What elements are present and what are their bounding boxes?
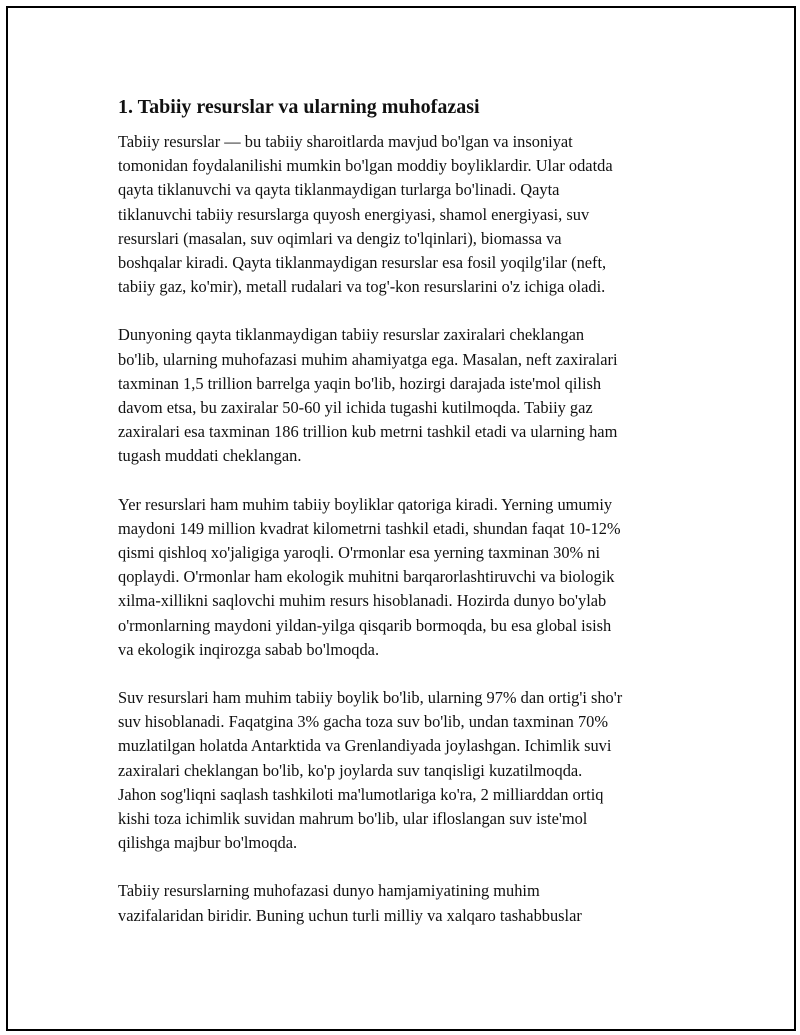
text-line: suv hisoblanadi. Faqatgina 3% gacha toza suv bo'lib, undan taxminan 70% [118,712,609,732]
text-line: Yer resurslari ham muhim tabiiy boyliklar qatoriga kiradi. Yerning umumiy [118,494,613,514]
text-line: davom etsa, bu zaxiralar 50-60 yil ichida tugashi kutilmoqda. Tabiiy gaz [118,398,593,418]
paragraph-5 [118,879,688,927]
text-line: resurslari (masalan, suv oqimlari va dengiz to'lqinlari), biomassa va [118,228,562,248]
text-line: tiklanuvchi tabiiy resurslarga quyosh energiyasi, shamol energiyasi, suv [118,204,590,224]
text-line: tomonidan foydalanilishi mumkin bo'lgan moddiy boyliklardir. Ular odatda [118,156,613,176]
paragraph-3 [118,493,688,662]
text-line: Jahon sog'liqni saqlash tashkiloti ma'lumotlariga ko'ra, 2 milliarddan ortiq [118,784,604,804]
text-line: maydoni 149 million kvadrat kilometrni tashkil etadi, shundan faqat 10-12% [118,518,621,538]
text-line: xilma-xillikni saqlovchi muhim resurs hisoblanadi. Hozirda dunyo bo'ylab [118,591,607,611]
text-line: vazifalaridan biridir. Buning uchun turli milliy va xalqaro tashabbuslar [118,905,582,925]
text-line: qayta tiklanuvchi va qayta tiklanmaydigan turlarga bo'linadi. Qayta [118,180,560,200]
text-line: Suv resurslari ham muhim tabiiy boylik bo'lib, ularning 97% dan ortig'i sho'r [118,688,623,708]
paragraph-1 [118,130,688,299]
text-line: o'rmonlarning maydoni yildan-yilga qisqarib bormoqda, bu esa global isish [118,615,612,635]
text-line: qilishga majbur bo'lmoqda. [118,833,298,853]
text-line: zaxiralari esa taxminan 186 trillion kub metrni tashkil etadi va ularning ham [118,422,618,442]
text-line: Tabiiy resurslarning muhofazasi dunyo hamjamiyatining muhim [118,881,540,901]
text-line: bo'lib, ularning muhofazasi muhim ahamiyatga ega. Masalan, neft zaxiralari [118,349,618,369]
text-line: Dunyoning qayta tiklanmaydigan tabiiy resurslar zaxiralari cheklangan [118,325,585,345]
text-line: boshqalar kiradi. Qayta tiklanmaydigan resurslar esa fosil yoqilg'ilar (neft, [118,253,607,273]
text-line: va ekologik inqirozga sabab bo'lmoqda. [118,639,380,659]
text-line: kishi toza ichimlik suvidan mahrum bo'lib, ular ifloslangan suv iste'mol [118,809,588,829]
text-line: muzlatilgan holatda Antarktida va Grenlandiyada joylashgan. Ichimlik suvi [118,736,612,756]
text-line: qoplaydi. O'rmonlar ham ekologik muhitni barqarorlashtiruvchi va biologik [118,567,615,587]
document-body [118,94,688,952]
text-line: taxminan 1,5 trillion barrelga yaqin bo'lib, hozirgi darajada iste'mol qilish [118,373,602,393]
section-heading: 1. Tabiiy resurslar va ularning muhofazasi [118,96,480,118]
paragraph-4 [118,686,688,855]
text-line: tugash muddati cheklangan. [118,446,302,466]
paragraph-2 [118,323,688,468]
text-line: qismi qishloq xo'jaligiga yaroqli. O'rmonlar esa yerning taxminan 30% ni [118,543,601,563]
text-line: zaxiralari cheklangan bo'lib, ko'p joylarda suv tanqisligi kuzatilmoqda. [118,760,583,780]
text-line: Tabiiy resurslar — bu tabiiy sharoitlarda mavjud bo'lgan va insoniyat [118,132,573,151]
text-line: tabiiy gaz, ko'mir), metall rudalari va tog'-kon resurslarini o'z ichiga oladi. [118,277,606,297]
